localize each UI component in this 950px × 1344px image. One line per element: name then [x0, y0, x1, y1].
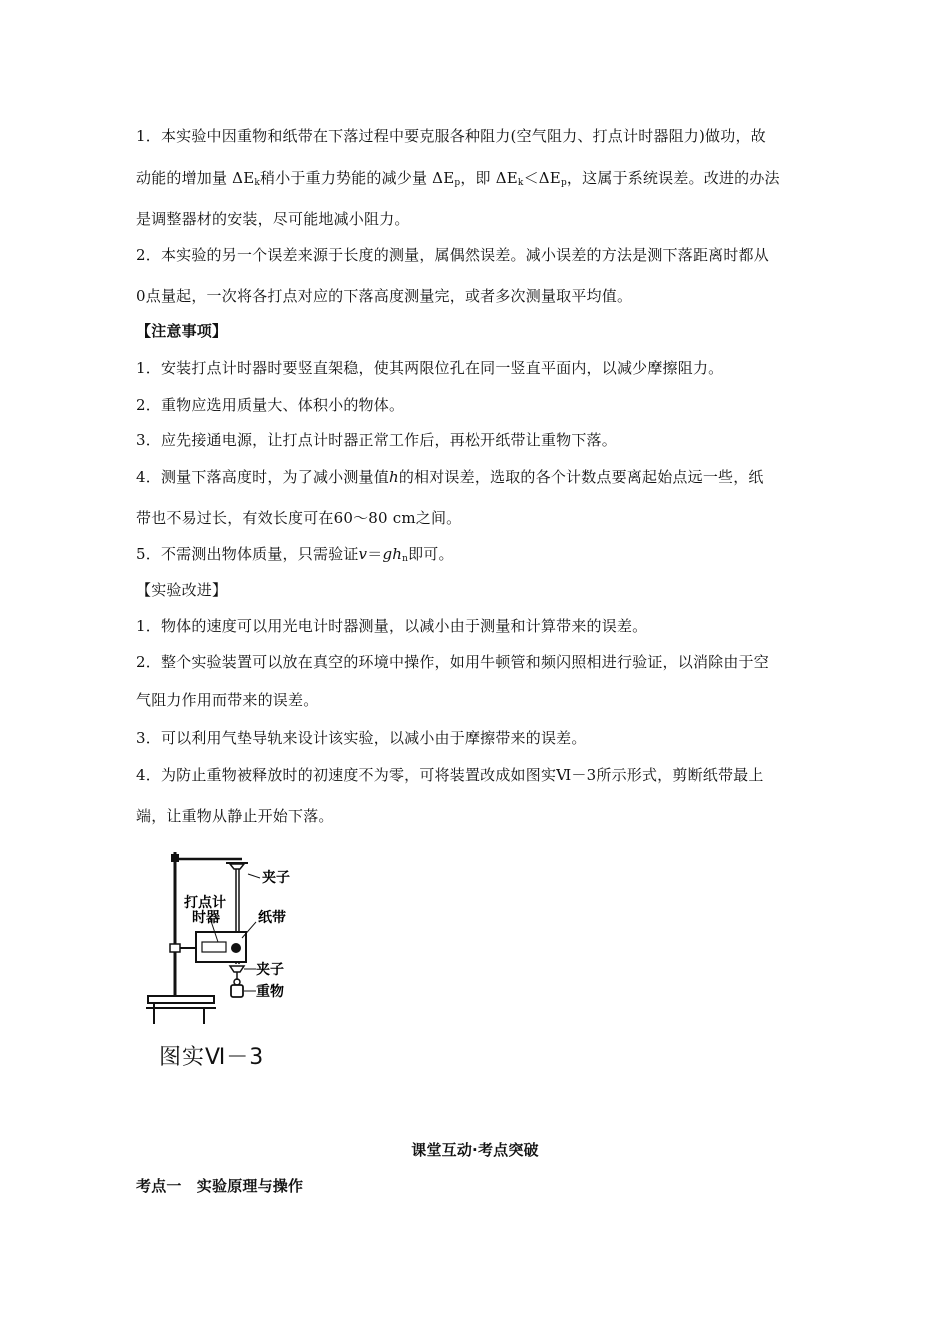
text: 稍小于重力势能的减少量 ΔE	[260, 169, 455, 187]
arm-clamp	[170, 944, 180, 952]
label-top-clip: 夹子	[262, 870, 290, 886]
improvement-4-line-2: 端，让重物从静止开始下落。	[136, 807, 334, 825]
improvement-1: 1．物体的速度可以用光电计时器测量，以减小由于测量和计算带来的误差。	[136, 617, 648, 635]
text: ，这属于系统误差。改进的办法	[566, 169, 780, 187]
paragraph-1-line-2	[136, 168, 841, 193]
bottom-clip	[230, 966, 244, 972]
subscript: p	[560, 178, 567, 188]
section-title: 课堂互动·考点突破	[411, 1141, 539, 1159]
base-plate	[148, 996, 214, 1003]
text: 4．测量下落高度时，为了减小测量值	[136, 468, 389, 486]
improvement-2-line-2: 气阻力作用而带来的误差。	[136, 691, 319, 709]
apparatus-figure	[144, 838, 304, 1073]
note-4-line-1	[136, 467, 841, 487]
top-clip	[230, 864, 244, 869]
text: 5．不需测出物体质量，只需验证	[136, 545, 359, 563]
note-2: 2．重物应选用质量大、体积小的物体。	[136, 396, 405, 414]
label-bottom-clip: 夹子	[256, 962, 284, 978]
text: ，即 ΔE	[460, 169, 518, 187]
text: ＜ΔE	[523, 169, 561, 187]
text: 的相对误差，选取的各个计数点要离起始点远一些，纸	[398, 468, 764, 486]
subscript: k	[254, 178, 261, 188]
label-tape: 纸带	[258, 910, 286, 926]
improvement-4-line-1: 4．为防止重物被释放时的初速度不为零，可将装置改成如图实Ⅵ－3所示形式，剪断纸带最上	[136, 766, 764, 784]
leader-line	[248, 874, 260, 878]
note-4-line-2: 带也不易过长，有效长度可在60～80 cm之间。	[136, 509, 462, 527]
text: ＝	[367, 545, 383, 563]
text: 即可。	[408, 545, 454, 563]
weight	[231, 985, 243, 997]
notes-heading: 【注意事项】	[136, 322, 228, 340]
note-1: 1．安装打点计时器时要竖直架稳，使其两限位孔在同一竖直平面内，以减少摩擦阻力。	[136, 359, 724, 377]
label-timer-line2: 时器	[192, 910, 220, 926]
apparatus-diagram	[144, 838, 304, 1038]
figure-caption: 图实Ⅵ－3	[159, 1045, 265, 1070]
label-weight: 重物	[256, 984, 284, 1000]
variable: v	[358, 545, 368, 563]
section-subtitle: 考点一 实验原理与操作	[136, 1177, 304, 1195]
note-5	[136, 544, 841, 569]
subscript: k	[517, 178, 524, 188]
timer-dot	[231, 943, 241, 953]
timer-slot	[202, 942, 226, 952]
label-timer-line1: 打点计	[184, 895, 226, 911]
variable: h	[388, 468, 399, 486]
paragraph-2-line-2: 0点量起，一次将各打点对应的下落高度测量完，或者多次测量取平均值。	[136, 287, 633, 305]
subscript: n	[402, 554, 409, 564]
variable: gh	[382, 545, 403, 563]
improvements-heading: 【实验改进】	[136, 581, 228, 599]
paragraph-2-line-1: 2．本实验的另一个误差来源于长度的测量，属偶然误差。减小误差的方法是测下落距离时都从	[136, 246, 769, 264]
subscript: p	[454, 178, 461, 188]
paragraph-1-line-3: 是调整器材的安装，尽可能地减小阻力。	[136, 210, 410, 228]
improvement-2-line-1: 2．整个实验装置可以放在真空的环境中操作，如用牛顿管和频闪照相进行验证，以消除由于空	[136, 653, 769, 671]
improvement-3: 3．可以利用气垫导轨来设计该实验，以减小由于摩擦带来的误差。	[136, 729, 587, 747]
note-3: 3．应先接通电源，让打点计时器正常工作后，再松开纸带让重物下落。	[136, 431, 617, 449]
paragraph-1-line-1: 1．本实验中因重物和纸带在下落过程中要克服各种阻力(空气阻力、打点计时器阻力)做功，故	[136, 127, 766, 145]
leader-line	[242, 922, 256, 938]
text: 动能的增加量 ΔE	[136, 169, 255, 187]
